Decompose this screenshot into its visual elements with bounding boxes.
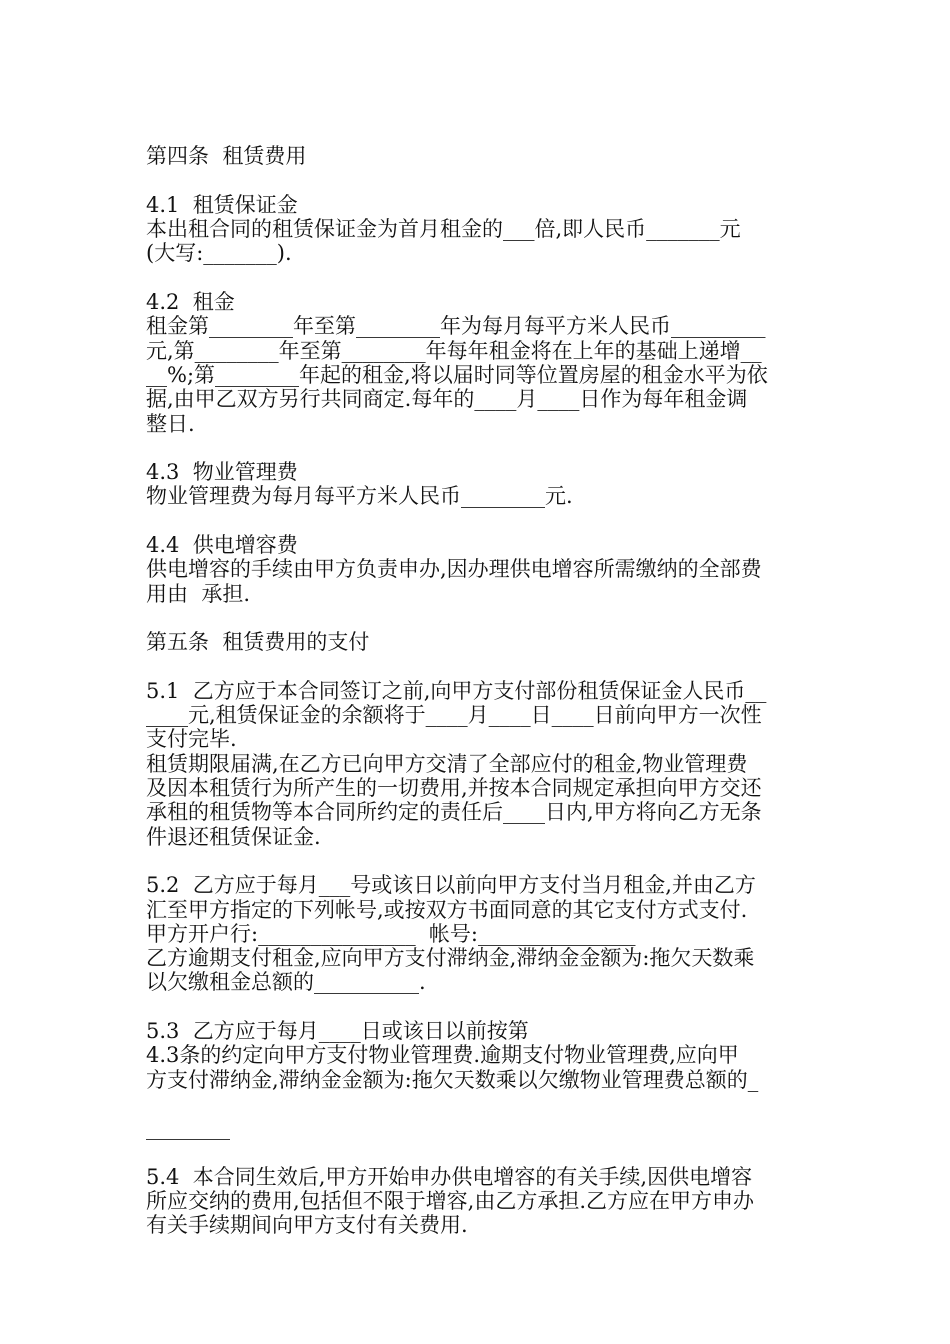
document-line: 甲方开户行:_______________ 帐号:_______________ [146,921,636,946]
document-line: 件退还租赁保证金. [146,824,321,849]
document-line [146,120,816,144]
document-line: 方支付滞纳金,滞纳金金额为:拖欠天数乘以欠缴物业管理费总额的_ [146,1067,759,1092]
document-line [146,436,816,460]
document-line: 所应交纳的费用,包括但不限于增容,由乙方承担.乙方应在甲方申办 [146,1189,755,1214]
document-line: 5.1 乙方应于本合同签订之前,向甲方支付部份租赁保证金人民币__ [146,678,767,703]
document-line [146,169,816,193]
document-line: __%;第________年起的租金,将以届时同等位置房屋的租金水平为依 [146,362,768,387]
document-line: 4.3条的约定向甲方支付物业管理费.逾期支付物业管理费,应向甲 [146,1043,739,1068]
document-line: 租赁期限届满,在乙方已向甲方交清了全部应付的租金,物业管理费 [146,751,748,776]
document-line [146,655,816,679]
document-line: 元,第________年至第________年每年租金将在上年的基础上递增__ [146,338,762,363]
document-line: 以欠缴租金总额的__________. [146,970,426,995]
document-line [146,1140,816,1164]
document-line: 5.4 本合同生效后,甲方开始申办供电增容的有关手续,因供电增容 [146,1164,753,1189]
document-line: 第五条 租赁费用的支付 [146,630,370,655]
document-line: 4.2 租金 [146,290,235,315]
document-line: 整日. [146,411,195,436]
document-line: 租金第________年至第________年为每月每平方米人民币_________ [146,314,766,339]
document-line: 5.2 乙方应于每月___号或该日以前向甲方支付当月租金,并由乙方 [146,873,756,898]
document-line: 本出租合同的租赁保证金为首月租金的___倍,即人民币_______元 [146,217,741,242]
document-line: 第四条 租赁费用 [146,144,307,169]
document-line: 有关手续期间向甲方支付有关费用. [146,1213,468,1238]
document-line: (大写:_______). [146,241,292,266]
document-line [146,606,816,630]
document-line [146,1092,816,1116]
document-line: ________ [146,1116,230,1141]
document-line: 支付完毕. [146,727,237,752]
document-line [146,995,816,1019]
document-line [146,849,816,873]
document-line: 据,由甲乙双方另行共同商定.每年的____月____日作为每年租金调 [146,387,748,412]
document-line: 及因本租赁行为所产生的一切费用,并按本合同规定承担向甲方交还 [146,776,762,801]
document-line: 承租的租赁物等本合同所约定的责任后____日内,甲方将向乙方无条 [146,800,762,825]
document-line: 供电增容的手续由甲方负责申办,因办理供电增容所需缴纳的全部费 [146,557,762,582]
document-line: 物业管理费为每月每平方米人民币________元. [146,484,573,509]
document-line: 5.3 乙方应于每月____日或该日以前按第 [146,1018,529,1043]
contract-page [146,120,816,1238]
document-line: 4.3 物业管理费 [146,460,298,485]
document-line: 乙方逾期支付租金,应向甲方支付滞纳金,滞纳金金额为:拖欠天数乘 [146,946,755,971]
document-line [146,509,816,533]
document-line: 4.4 供电增容费 [146,533,298,558]
document-line: ____元,租赁保证金的余额将于____月____日____日前向甲方一次性 [146,703,762,728]
document-line: 4.1 租赁保证金 [146,192,298,217]
document-line [146,266,816,290]
document-line: 汇至甲方指定的下列帐号,或按双方书面同意的其它支付方式支付. [146,897,748,922]
document-line: 用由 承担. [146,581,251,606]
